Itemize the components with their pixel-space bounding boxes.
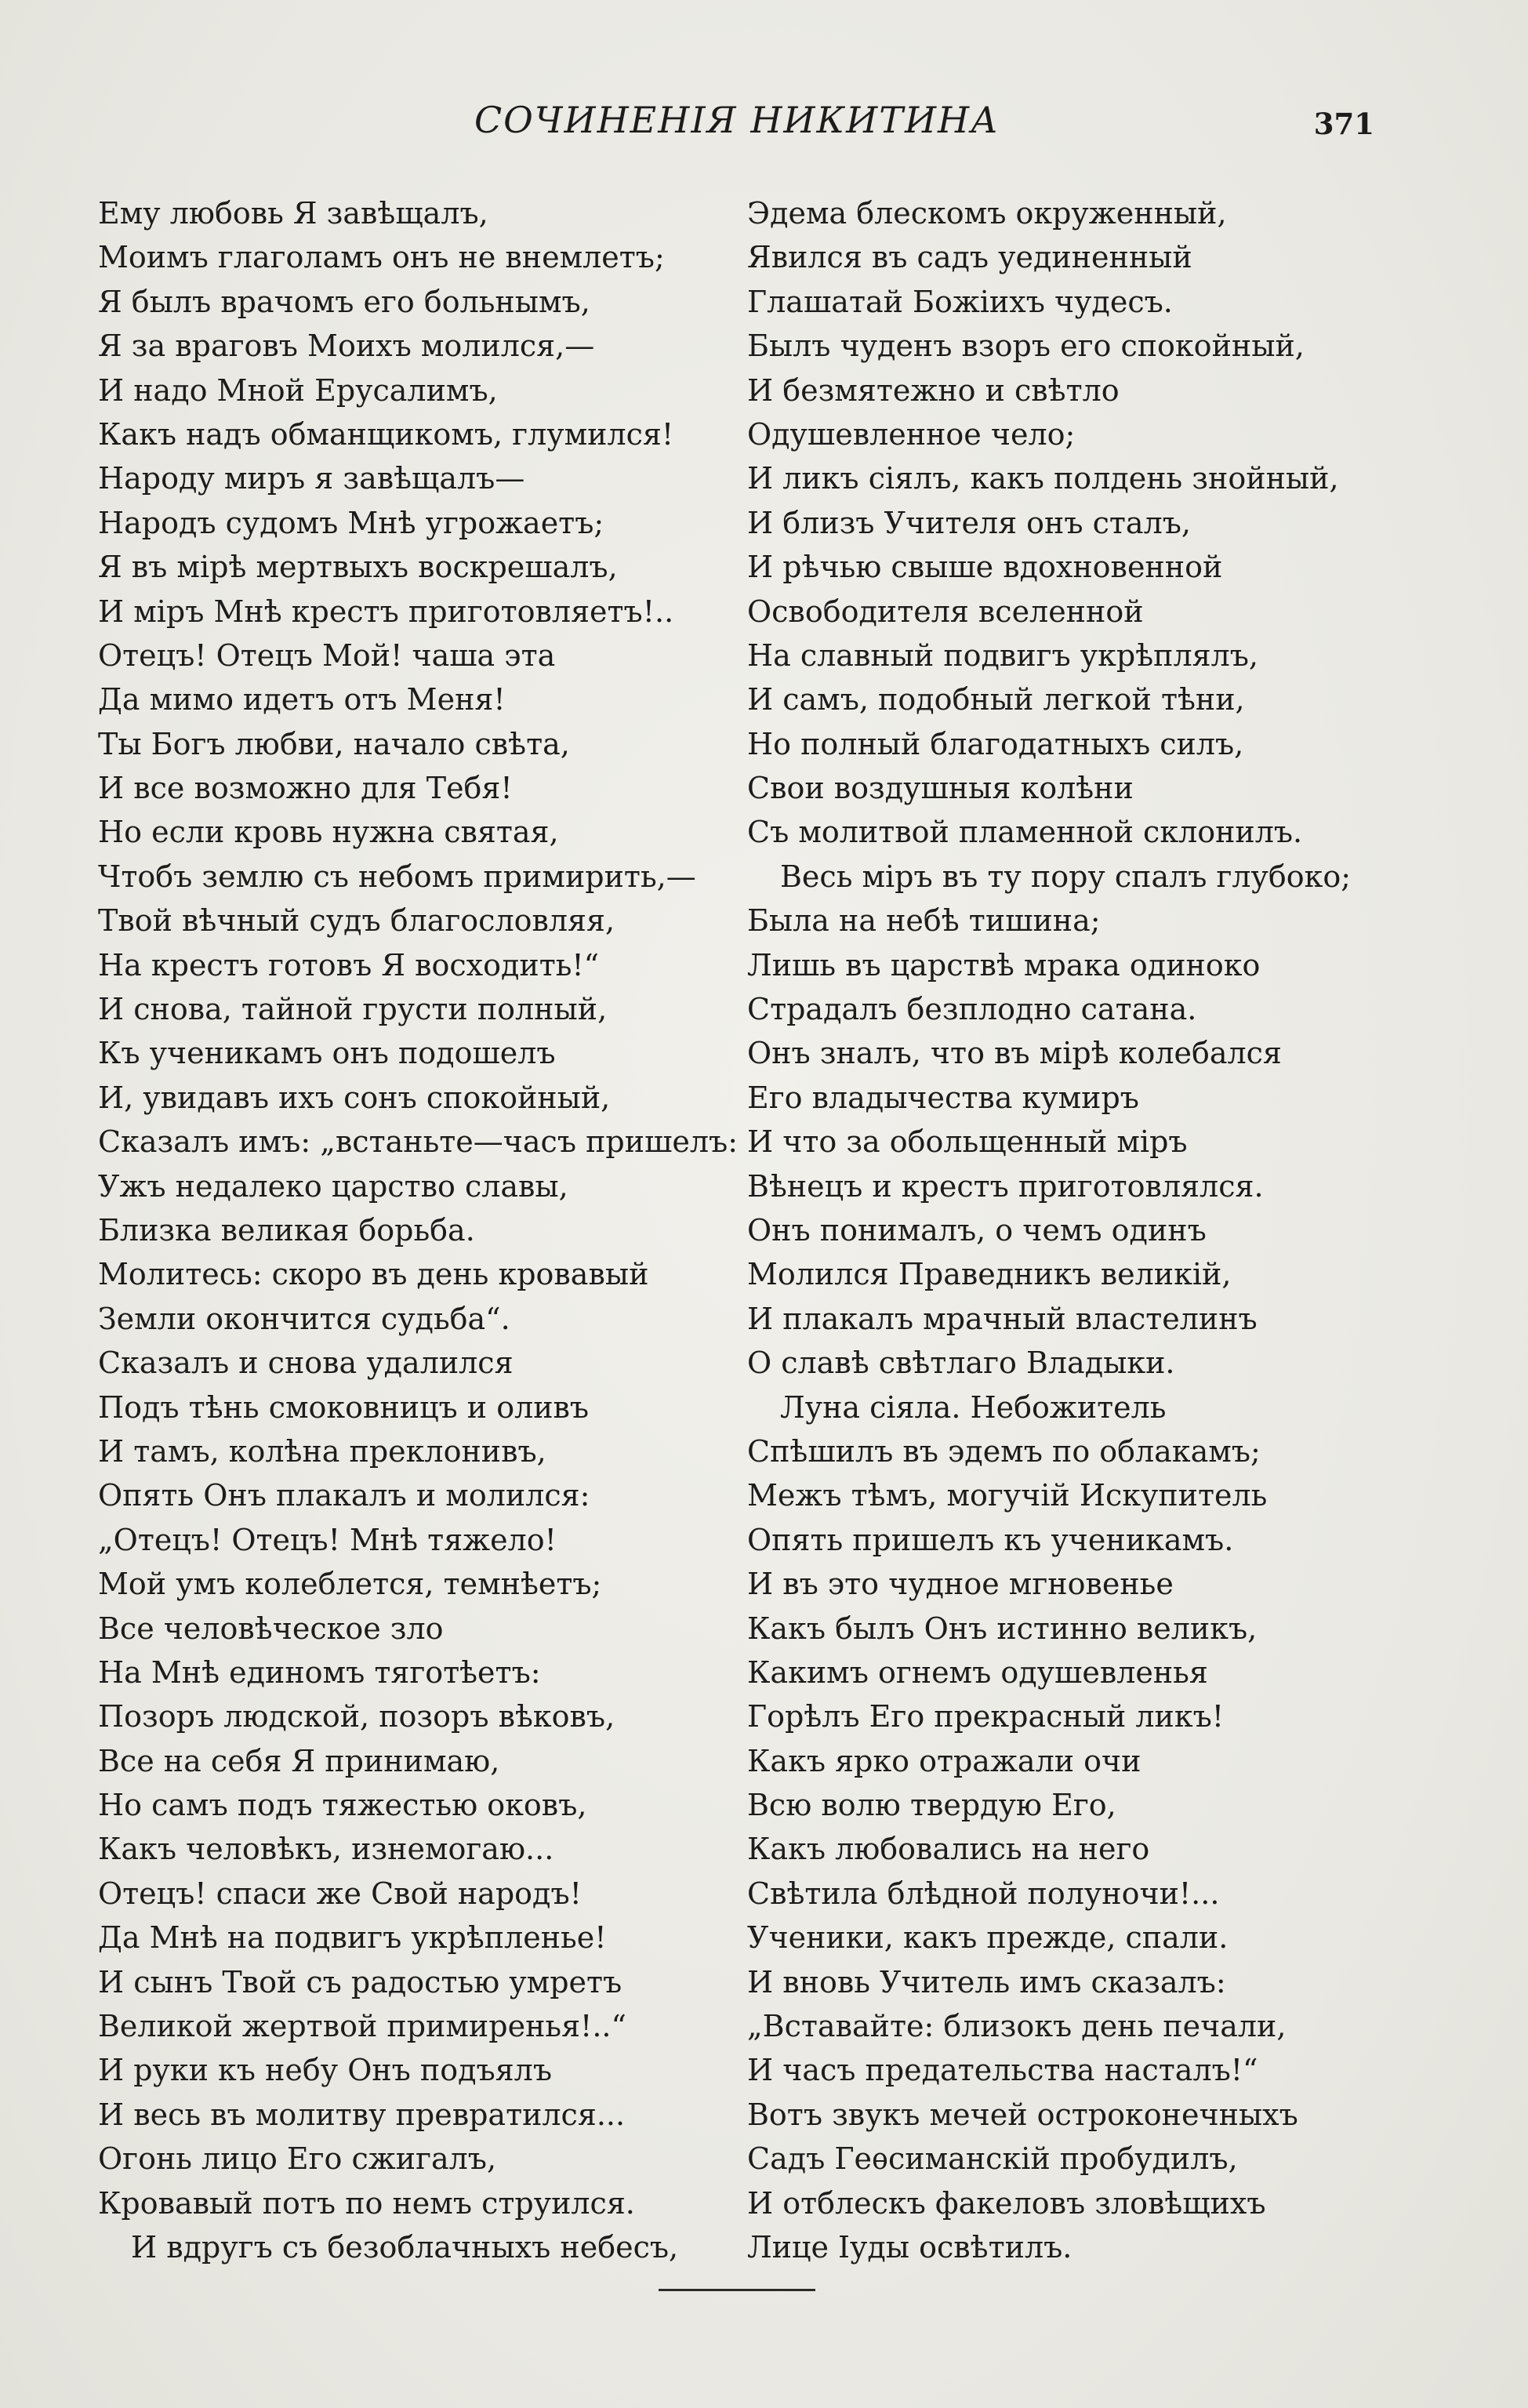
poem-line: Какъ человѣкъ, изнемогаю... xyxy=(98,1832,554,1867)
poem-line: Да Мнѣ на подвигъ укрѣпленье! xyxy=(98,1920,607,1956)
poem-line: Освободителя вселенной xyxy=(747,594,1144,629)
poem-line: Вѣнецъ и крестъ приготовлялся. xyxy=(747,1168,1264,1204)
poem-line: Спѣшилъ въ эдемъ по облакамъ; xyxy=(747,1433,1261,1469)
poem-line: Ученики, какъ прежде, спали. xyxy=(747,1920,1229,1956)
poem-line: Опять пришелъ къ ученикамъ. xyxy=(747,1522,1234,1557)
poem-line: Какъ былъ Онъ истинно великъ, xyxy=(747,1611,1258,1646)
poem-line: Какимъ огнемъ одушевленья xyxy=(747,1654,1208,1690)
poem-line: Молитесь: скоро въ день кровавый xyxy=(98,1257,649,1292)
poem-line: Съ молитвой пламенной склонилъ. xyxy=(747,815,1303,850)
poem-line: Онъ зналъ, что въ мірѣ колебался xyxy=(747,1036,1282,1071)
poem-line: Весь міръ въ ту пору спалъ глубоко; xyxy=(780,859,1352,894)
poem-line: Моимъ глаголамъ онъ не внемлетъ; xyxy=(98,240,665,275)
running-title: СОЧИНЕНІЯ НИКИТИНА xyxy=(474,99,1000,141)
poem-line: Но если кровь нужна святая, xyxy=(98,815,559,850)
poem-line: Садъ Геѳсиманскій пробудилъ, xyxy=(747,2141,1238,2177)
poem-line: Отецъ! Отецъ Мой! чаша эта xyxy=(98,637,556,673)
poem-line: Страдалъ безплодно сатана. xyxy=(747,992,1197,1027)
poem-column-right xyxy=(747,191,1351,2269)
poem-line: И рѣчью свыше вдохновенной xyxy=(747,550,1223,585)
poem-line: Какъ любовались на него xyxy=(747,1832,1150,1867)
poem-line: И самъ, подобный легкой тѣни, xyxy=(747,682,1245,717)
poem-line: И часъ предательства насталъ!“ xyxy=(747,2053,1258,2088)
poem-line: И близъ Учителя онъ сталъ, xyxy=(747,505,1191,540)
poem-line: На славный подвигъ укрѣплялъ, xyxy=(747,637,1258,673)
poem-line: И весь въ молитву превратился... xyxy=(98,2097,626,2132)
poem-line: Кровавый потъ по немъ струился. xyxy=(98,2185,635,2221)
poem-line: Былъ чуденъ взоръ его спокойный, xyxy=(747,329,1305,364)
poem-line: И безмятежно и свѣтло xyxy=(747,372,1120,408)
poem-line: Мой умъ колеблется, темнѣетъ; xyxy=(98,1567,602,1602)
poem-line: Огонь лицо Его сжигалъ, xyxy=(98,2141,497,2177)
poem-line: Ужъ недалеко царство славы, xyxy=(98,1168,568,1204)
poem-line: Лице Іуды освѣтилъ. xyxy=(747,2229,1073,2265)
poem-line: Я былъ врачомъ его больнымъ, xyxy=(98,284,590,319)
poem-line: И тамъ, колѣна преклонивъ, xyxy=(98,1433,546,1469)
poem-line: Свѣтила блѣдной полуночи!... xyxy=(747,1876,1220,1911)
poem-line: Близка великая борьба. xyxy=(98,1212,475,1248)
poem-line: На Мнѣ единомъ тяготѣетъ: xyxy=(98,1654,541,1690)
poem-line: Какъ надъ обманщикомъ, глумился! xyxy=(98,416,674,452)
poem-line: И ликъ сіялъ, какъ полдень знойный, xyxy=(747,461,1339,496)
poem-line: „Вставайте: близокъ день печали, xyxy=(747,2009,1287,2044)
poem-line: Но самъ подъ тяжестью оковъ, xyxy=(98,1788,587,1823)
poem-line: И міръ Мнѣ крестъ приготовляетъ!.. xyxy=(98,594,674,629)
poem-line: Сказалъ имъ: „встаньте—часъ пришелъ: xyxy=(98,1124,738,1160)
poem-line: Какъ ярко отражали очи xyxy=(747,1743,1141,1778)
end-divider-rule xyxy=(659,2289,815,2291)
poem-line: Ты Богъ любви, начало свѣта, xyxy=(98,726,570,761)
poem-line: Великой жертвой примиренья!..“ xyxy=(98,2009,626,2044)
poem-line: И снова, тайной грусти полный, xyxy=(98,992,608,1027)
poem-line: Народъ судомъ Мнѣ угрожаетъ; xyxy=(98,505,604,540)
poem-line: И все возможно для Тебя! xyxy=(98,771,513,806)
poem-line: О славѣ свѣтлаго Владыки. xyxy=(747,1346,1175,1381)
poem-line: Подъ тѣнь смоковницъ и оливъ xyxy=(98,1389,590,1425)
poem-line: Межъ тѣмъ, могучій Искупитель xyxy=(747,1478,1268,1513)
poem-line: И въ это чудное мгновенье xyxy=(747,1567,1174,1602)
poem-line: Все человѣческое зло xyxy=(98,1611,444,1646)
page-number: 371 xyxy=(1313,107,1374,141)
poem-line: Да мимо идетъ отъ Меня! xyxy=(98,682,506,717)
poem-line: И плакалъ мрачный властелинъ xyxy=(747,1301,1258,1336)
poem-line: И вдругъ съ безоблачныхъ небесъ, xyxy=(131,2229,679,2265)
poem-line: Чтобъ землю съ небомъ примирить,— xyxy=(98,859,696,894)
poem-line: Позоръ людской, позоръ вѣковъ, xyxy=(98,1699,615,1734)
poem-line: Онъ понималъ, о чемъ одинъ xyxy=(747,1212,1207,1248)
poem-line: И вновь Учитель имъ сказалъ: xyxy=(747,1964,1226,1999)
poem-line: Отецъ! спаси же Свой народъ! xyxy=(98,1876,582,1911)
poem-line: И, увидавъ ихъ сонъ спокойный, xyxy=(98,1080,611,1115)
poem-line: Ему любовь Я завѣщалъ, xyxy=(98,196,488,231)
poem-line: И что за обольщенный міръ xyxy=(747,1124,1188,1160)
poem-line: Но полный благодатныхъ силъ, xyxy=(747,726,1244,761)
poem-line: Горѣлъ Его прекрасный ликъ! xyxy=(747,1699,1225,1734)
poem-line: Вотъ звукъ мечей остроконечныхъ xyxy=(747,2097,1298,2132)
poem-line: Была на небѣ тишина; xyxy=(747,903,1101,939)
poem-line: Глашатай Божіихъ чудесъ. xyxy=(747,284,1173,319)
poem-line: „Отецъ! Отецъ! Мнѣ тяжело! xyxy=(98,1522,557,1557)
poem-line: Опять Онъ плакалъ и молился: xyxy=(98,1478,590,1513)
poem-line: Молился Праведникъ великій, xyxy=(747,1257,1232,1292)
poem-line: И надо Мной Ерусалимъ, xyxy=(98,372,498,408)
poem-line: Я за враговъ Моихъ молился,— xyxy=(98,329,595,364)
poem-line: И сынъ Твой съ радостью умретъ xyxy=(98,1964,622,1999)
poem-line: И руки къ небу Онъ подъялъ xyxy=(98,2053,552,2088)
poem-line: Все на себя Я принимаю, xyxy=(98,1743,500,1778)
poem-column-left xyxy=(98,191,738,2269)
poem-line: Твой вѣчный судъ благословляя, xyxy=(98,903,615,939)
poem-line: Я въ мірѣ мертвыхъ воскрешалъ, xyxy=(98,550,618,585)
poem-line: Земли окончится судьба“. xyxy=(98,1301,510,1336)
poem-line: Его владычества кумиръ xyxy=(747,1080,1139,1115)
poem-line: Всю волю твердую Его, xyxy=(747,1788,1116,1823)
poem-line: Лишь въ царствѣ мрака одиноко xyxy=(747,947,1261,982)
poem-line: Сказалъ и снова удалился xyxy=(98,1346,514,1381)
poem-line: Къ ученикамъ онъ подошелъ xyxy=(98,1036,556,1071)
poem-line: Эдема блескомъ окруженный, xyxy=(747,196,1227,231)
poem-line: Луна сіяла. Небожитель xyxy=(780,1389,1167,1425)
poem-line: На крестъ готовъ Я восходить!“ xyxy=(98,947,600,982)
poem-line: Одушевленное чело; xyxy=(747,416,1076,452)
poem-line: И отблескъ факеловъ зловѣщихъ xyxy=(747,2185,1266,2221)
poem-line: Явился въ садъ уединенный xyxy=(747,240,1192,275)
poem-line: Народу миръ я завѣщалъ— xyxy=(98,461,525,496)
poem-line: Свои воздушныя колѣни xyxy=(747,771,1134,806)
